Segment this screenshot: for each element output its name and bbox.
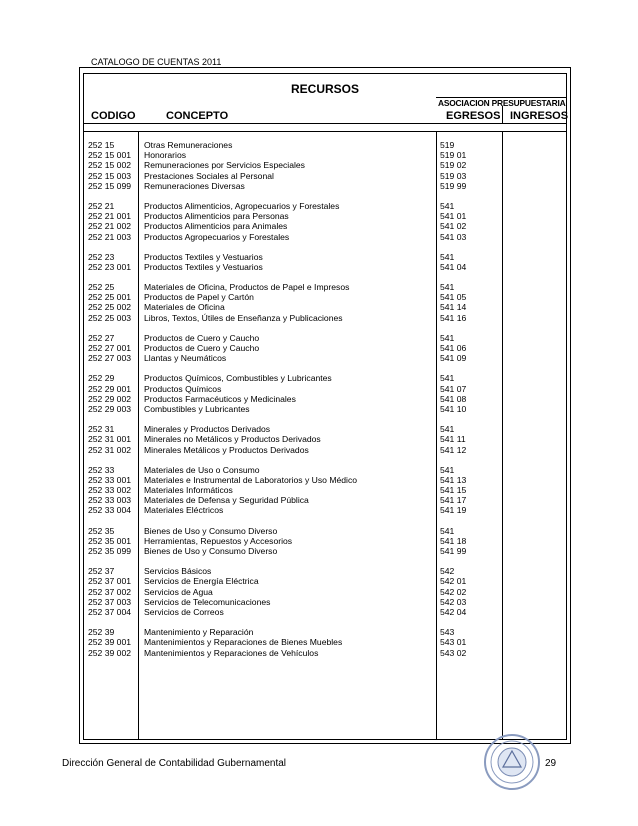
account-egresos: 541 [440,332,455,343]
table-row [0,394,638,404]
account-code: 252 25 002 [88,302,132,313]
account-concept: Mantenimientos y Reparaciones de Vehículos [144,647,319,658]
table-row [0,576,638,586]
account-code: 252 29 001 [88,383,132,394]
account-concept: Herramientas, Repuestos y Accesorios [144,535,293,546]
table-row [0,160,638,170]
table-row [0,648,638,658]
account-code: 252 35 [88,525,115,536]
account-code: 252 35 001 [88,535,132,546]
table-row [0,597,638,607]
account-concept: Servicios de Telecomunicaciones [144,596,271,607]
table-row [0,495,638,505]
account-group [0,373,638,414]
account-code: 252 15 001 [88,150,132,161]
account-concept: Minerales Metálicos y Productos Derivados [144,444,309,455]
account-egresos: 541 18 [440,535,467,546]
account-code: 252 27 003 [88,353,132,364]
account-egresos: 541 13 [440,474,467,485]
account-code: 252 37 003 [88,596,132,607]
account-code: 252 23 001 [88,261,132,272]
account-group [0,465,638,516]
account-code: 252 29 003 [88,403,132,414]
account-concept: Otras Remuneraciones [144,140,233,150]
egresos-ingresos-divider [502,106,503,123]
table-row [0,353,638,363]
account-concept: Bienes de Uso y Consumo Diverso [144,525,278,536]
account-concept: Productos Químicos, Combustibles y Lubricantes [144,373,332,384]
account-code: 252 25 003 [88,312,132,323]
account-group [0,526,638,557]
table-row [0,252,638,262]
account-code: 252 15 002 [88,160,132,171]
table-row [0,434,638,444]
account-code: 252 37 002 [88,586,132,597]
account-egresos: 541 [440,525,455,536]
header-divider-lower [83,131,567,132]
account-group [0,201,638,242]
account-egresos: 541 10 [440,403,467,414]
account-concept: Materiales de Defensa y Seguridad Pública [144,495,309,506]
account-concept: Combustibles y Lubricantes [144,403,250,414]
account-concept: Mantenimientos y Reparaciones de Bienes Muebles [144,637,343,648]
account-concept: Materiales Eléctricos [144,505,224,516]
table-row [0,566,638,576]
account-concept: Libros, Textos, Útiles de Enseñanza y Publicaciones [144,312,343,323]
account-egresos: 541 14 [440,302,467,313]
table-row [0,313,638,323]
account-group [0,140,638,191]
account-concept: Materiales de Oficina [144,302,225,313]
table-row [0,171,638,181]
table-row [0,221,638,231]
account-concept: Servicios de Energía Eléctrica [144,576,259,587]
table-row [0,607,638,617]
account-code: 252 29 [88,373,115,384]
account-code: 252 31 001 [88,434,132,445]
account-egresos: 542 02 [440,586,467,597]
account-concept: Prestaciones Sociales al Personal [144,170,274,181]
account-code: 252 27 001 [88,343,132,353]
account-egresos: 541 05 [440,292,467,303]
account-egresos: 541 [440,424,455,435]
table-row [0,343,638,353]
account-concept: Servicios de Agua [144,586,213,597]
account-group [0,424,638,455]
account-egresos: 542 [440,566,455,577]
account-egresos: 541 11 [440,434,466,445]
account-concept: Materiales de Oficina, Productos de Papel e Impresos [144,282,350,293]
table-row [0,404,638,414]
account-code: 252 35 099 [88,546,132,556]
account-code: 252 33 003 [88,495,132,506]
account-concept: Productos Textiles y Vestuarios [144,251,263,262]
table-row [0,445,638,455]
account-concept: Materiales e Instrumental de Laboratorios y Uso Médico [144,474,358,485]
official-seal-icon [483,733,541,791]
table-row [0,201,638,211]
table-row [0,526,638,536]
table-title: RECURSOS [290,82,359,96]
account-egresos: 541 [440,251,455,262]
account-code: 252 39 001 [88,637,132,648]
account-concept: Materiales de Uso o Consumo [144,464,260,475]
account-egresos: 541 99 [440,546,467,556]
table-row [0,475,638,485]
account-code: 252 27 [88,332,115,343]
account-code: 252 37 001 [88,576,132,587]
account-code: 252 37 004 [88,606,132,617]
account-egresos: 541 09 [440,353,467,364]
account-egresos: 541 16 [440,312,467,323]
table-row [0,627,638,637]
account-concept: Productos de Cuero y Caucho [144,332,260,343]
account-egresos: 519 [440,140,455,150]
account-concept: Productos Agropecuarios y Forestales [144,231,290,242]
account-egresos: 541 01 [440,211,467,222]
account-concept: Materiales Informáticos [144,485,233,496]
table-row [0,373,638,383]
account-egresos: 519 99 [440,180,467,191]
account-code: 252 15 [88,140,115,150]
account-code: 252 25 [88,282,115,293]
table-row [0,333,638,343]
column-header-codigo: CODIGO [91,110,136,122]
account-concept: Servicios Básicos [144,566,212,577]
account-egresos: 541 07 [440,383,467,394]
column-header-concepto: CONCEPTO [166,110,229,122]
footer-text: Dirección General de Contabilidad Gubernamental [62,758,287,769]
account-code: 252 21 003 [88,231,132,242]
account-egresos: 541 04 [440,261,467,272]
account-egresos: 541 [440,464,455,475]
account-code: 252 15 003 [88,170,132,181]
column-header-egresos: EGRESOS [446,110,501,122]
account-code: 252 39 002 [88,647,132,658]
account-group [0,333,638,364]
account-concept: Productos Alimenticios para Personas [144,211,289,222]
account-code: 252 33 002 [88,485,132,496]
account-code: 252 23 [88,251,115,262]
page-number: 29 [545,758,557,769]
account-code: 252 29 002 [88,393,132,404]
account-concept: Productos Farmacéuticos y Medicinales [144,393,296,404]
account-code: 252 21 002 [88,221,132,232]
table-row [0,637,638,647]
table-row [0,384,638,394]
account-concept: Productos de Cuero y Caucho [144,343,260,353]
account-group [0,282,638,323]
account-egresos: 541 02 [440,221,467,232]
account-egresos: 543 01 [440,637,467,648]
account-concept: Remuneraciones Diversas [144,180,245,191]
account-code: 252 15 099 [88,180,132,191]
account-egresos: 519 01 [440,150,467,161]
account-egresos: 519 02 [440,160,467,171]
table-row [0,485,638,495]
account-concept: Productos Alimenticios, Agropecuarios y Forestales [144,200,340,211]
account-egresos: 541 08 [440,393,467,404]
account-egresos: 541 15 [440,485,467,496]
account-concept: Productos Químicos [144,383,222,394]
account-concept: Llantas y Neumáticos [144,353,227,364]
account-list [0,140,638,668]
table-row [0,424,638,434]
account-concept: Bienes de Uso y Consumo Diverso [144,546,278,556]
header-divider [83,123,567,124]
column-header-ingresos: INGRESOS [510,110,569,122]
table-row [0,181,638,191]
table-row [0,211,638,221]
account-group [0,252,638,272]
account-code: 252 21 001 [88,211,132,222]
account-concept: Minerales y Productos Derivados [144,424,271,435]
account-egresos: 541 17 [440,495,467,506]
account-concept: Remuneraciones por Servicios Especiales [144,160,305,171]
account-egresos: 543 02 [440,647,467,658]
account-egresos: 541 12 [440,444,467,455]
table-row [0,465,638,475]
account-egresos: 541 03 [440,231,467,242]
account-concept: Productos Alimenticios para Animales [144,221,288,232]
account-code: 252 33 [88,464,115,475]
account-code: 252 25 001 [88,292,132,303]
account-concept: Mantenimiento y Reparación [144,627,254,638]
account-concept: Productos Textiles y Vestuarios [144,261,263,272]
account-egresos: 542 04 [440,606,467,617]
account-egresos: 541 19 [440,505,467,516]
table-row [0,232,638,242]
account-code: 252 33 001 [88,474,132,485]
account-egresos: 541 06 [440,343,467,353]
account-egresos: 519 03 [440,170,467,181]
account-code: 252 21 [88,200,115,211]
column-header-asociacion: ASOCIACION PRESUPUESTARIA [438,98,566,108]
account-concept: Honorarios [144,150,187,161]
account-concept: Productos de Papel y Cartón [144,292,254,303]
account-egresos: 543 [440,627,455,638]
account-code: 252 37 [88,566,115,577]
account-group [0,627,638,658]
table-row [0,150,638,160]
table-row [0,140,638,150]
account-code: 252 31 [88,424,115,435]
account-concept: Servicios de Correos [144,606,224,617]
account-egresos: 541 [440,282,455,293]
account-code: 252 39 [88,627,115,638]
table-row [0,536,638,546]
document-header: CATALOGO DE CUENTAS 2011 [91,57,222,67]
account-egresos: 541 [440,200,455,211]
account-code: 252 33 004 [88,505,132,516]
table-row [0,262,638,272]
account-egresos: 541 [440,373,455,384]
table-row [0,505,638,515]
table-row [0,546,638,556]
table-row [0,587,638,597]
account-code: 252 31 002 [88,444,132,455]
account-egresos: 542 03 [440,596,467,607]
account-egresos: 542 01 [440,576,467,587]
table-row [0,302,638,312]
account-group [0,566,638,617]
table-row [0,282,638,292]
account-concept: Minerales no Metálicos y Productos Derivados [144,434,321,445]
table-row [0,292,638,302]
